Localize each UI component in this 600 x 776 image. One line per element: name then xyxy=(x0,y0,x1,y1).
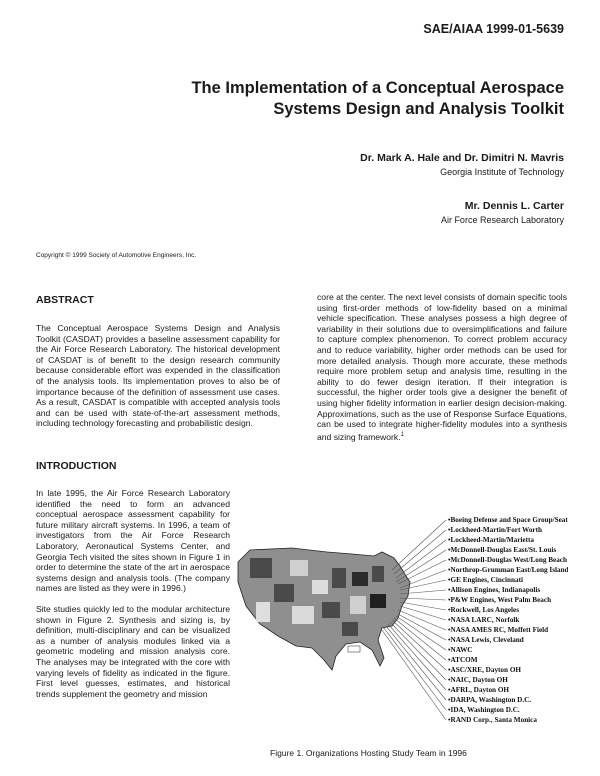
organization-label: •Northrop-Grumman East/Long Island xyxy=(448,566,568,574)
author-1-name: Dr. Mark A. Hale and Dr. Dimitri N. Mavris xyxy=(360,152,564,164)
organization-label: •Rockwell, Los Angeles xyxy=(448,606,519,614)
map-legend-box xyxy=(348,646,360,652)
organization-label: •IDA, Washington D.C. xyxy=(448,706,520,714)
organization-label: •McDonnell-Douglas East/St. Louis xyxy=(448,546,557,554)
organization-label: •NASA Lewis, Cleveland xyxy=(448,636,524,644)
author-1-affiliation: Georgia Institute of Technology xyxy=(440,167,564,177)
figure-caption: Figure 1. Organizations Hosting Study Team in 1996 xyxy=(270,748,467,758)
author-2-affiliation: Air Force Research Laboratory xyxy=(440,215,564,225)
author-2-name: Mr. Dennis L. Carter xyxy=(464,200,564,212)
organization-label: •McDonnell-Douglas West/Long Beach xyxy=(448,556,567,564)
organization-label: •P&W Engines, West Palm Beach xyxy=(448,596,552,604)
introduction-heading: INTRODUCTION xyxy=(36,460,117,472)
organization-label: •NASA AMES RC, Moffett Field xyxy=(448,626,549,634)
right-column-text xyxy=(317,292,567,442)
introduction-paragraph-2: Site studies quickly led to the modular architecture shown in Figure 2. Synthesis and sizing is, by definition, multi-disciplinary and can be visualized as a number of analysis modules linked via a geometric modeling and mission analysis core. The analyses may be integrated with the core with varying levels of fidelity as indicated in the figure. First level guesses, estimates, and historical trends supplement the geometry and mission xyxy=(36,604,230,699)
organization-label: •AFRL, Dayton OH xyxy=(448,686,510,694)
introduction-paragraph-1: In late 1995, the Air Force Research Laboratory identified the need to form an advanced conceptual aerospace assessment capability for future military aircraft systems. In 1996, a team of investigators from the Air Force Research Laboratory, Aeronautical Systems Center, and Georgia Tech visited the sites shown in Figure 1 in order to determine the state of the art in aerospace systems design and analysis tools. (The company names are listed as they were in 1996.) xyxy=(36,488,230,594)
organization-label: •DARPA, Washington D.C. xyxy=(448,696,532,704)
title-line-2: Systems Design and Analysis Toolkit xyxy=(273,100,564,118)
organization-label: •Lockheed-Martin/Fort Worth xyxy=(448,526,543,534)
organization-label: •ASC/XRE, Dayton OH xyxy=(448,666,522,674)
footnote-mark: 1 xyxy=(400,431,404,438)
organization-label: •GE Engines, Cincinnati xyxy=(448,576,524,584)
paper-title xyxy=(44,78,564,120)
abstract-heading: ABSTRACT xyxy=(36,294,94,306)
title-line-1: The Implementation of a Conceptual Aerospace xyxy=(191,79,564,97)
us-map-figure xyxy=(232,510,568,738)
organization-label: •Boeing Defense and Space Group/Seattle xyxy=(448,516,568,524)
paper-id: SAE/AIAA 1999-01-5639 xyxy=(423,22,564,36)
organization-label: •Lockheed-Martin/Marietta xyxy=(448,536,534,544)
organization-label: •RAND Corp., Santa Monica xyxy=(448,716,537,724)
organization-label: •NAWC xyxy=(448,646,473,654)
organization-label: •NAIC, Dayton OH xyxy=(448,676,508,684)
organization-labels xyxy=(448,516,568,724)
organization-label: •Allison Engines, Indianapolis xyxy=(448,586,541,594)
organization-label: •NASA LARC, Norfolk xyxy=(448,616,520,624)
right-column-paragraph: core at the center. The next level consists of domain specific tools using first-order methods of low-fidelity based on a minimal vehicle specification. These analyses possess a high degree of variability in their solutions due to oversimplifications and failure to capture complex phenomenon. To correct problem accuracy and to reduce variability, higher order methods can be used for more detailed analysis. Though more accurate, these methods require more problem setup and analysis time, resulting in the ability to do fewer design iteration. If their integration is successful, the higher order tools give a designer the benefit of using higher fidelity information in earlier design decision-making. Approximations, such as the use of Response Surface Equations, can be used to integrate higher-fidelity modules into a synthesis and sizing framework. xyxy=(317,292,567,442)
abstract-text: The Conceptual Aerospace Systems Design and Analysis Toolkit (CASDAT) provides a baseline assessment capability for the Air Force Research Laboratory. The historical development of CASDAT is of benefit to the design research community because considerable effort was expended in the classification of the analysis tools. Its implementation proves to also be of importance because of the definition of assessment use cases. As a result, CASDAT is compatible with accepted analysis tools and can be used with state-of-the-art assessment methods, including technology forecasting and probabilistic design. xyxy=(36,323,280,429)
copyright-notice: Copyright © 1999 Society of Automotive Engineers, Inc. xyxy=(36,252,197,259)
figure-1 xyxy=(232,510,568,738)
organization-label: •ATCOM xyxy=(448,656,478,664)
